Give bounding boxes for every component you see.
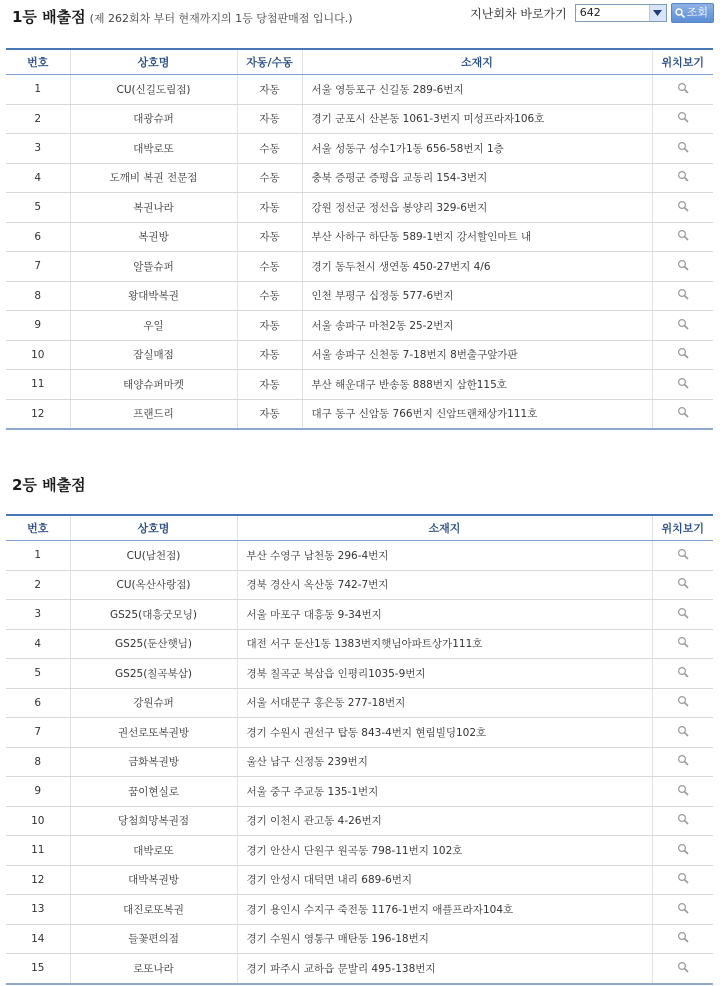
pick-type: 수동 [237, 252, 302, 282]
store-name: 프랜드리 [70, 399, 237, 429]
store-address: 인천 부평구 십정동 577-6번지 [302, 281, 652, 311]
row-number: 7 [6, 718, 70, 748]
store-name: 우일 [70, 311, 237, 341]
store-address: 경기 안산시 단원구 원곡동 798-11번지 102호 [237, 836, 652, 866]
store-address: 서울 송파구 신천동 7-18번지 8번출구앞가판 [302, 340, 652, 370]
store-name: 꿈이현실로 [70, 777, 237, 807]
store-name: 도깨비 복권 전문점 [70, 163, 237, 193]
magnifier-icon[interactable] [677, 843, 689, 855]
magnifier-icon[interactable] [677, 406, 689, 418]
magnifier-icon[interactable] [677, 200, 689, 212]
store-name: 들꽃편의점 [70, 924, 237, 954]
store-name: 복권나라 [70, 193, 237, 223]
row-number: 11 [6, 370, 70, 400]
magnifier-icon[interactable] [677, 548, 689, 560]
table-row [6, 399, 713, 429]
store-address: 충북 증평군 증평읍 교동리 154-3번지 [302, 163, 652, 193]
search-button[interactable] [671, 3, 714, 23]
col-header-address: 소재지 [302, 49, 652, 75]
row-number: 9 [6, 777, 70, 807]
table-row [6, 541, 713, 571]
row-number: 1 [6, 75, 70, 105]
table-row [6, 924, 713, 954]
store-name: 금화복권방 [70, 747, 237, 777]
store-address: 경기 용인시 수지구 죽전동 1176-1번지 애플프라자104호 [237, 895, 652, 925]
magnifier-icon[interactable] [677, 636, 689, 648]
col-header-map: 위치보기 [652, 49, 713, 75]
store-address: 대전 서구 둔산1동 1383번지햇님아파트상가111호 [237, 629, 652, 659]
pick-type: 자동 [237, 370, 302, 400]
magnifier-icon[interactable] [677, 695, 689, 707]
store-name: 알뜰슈퍼 [70, 252, 237, 282]
row-number: 8 [6, 747, 70, 777]
chevron-down-icon[interactable] [649, 5, 666, 21]
map-view-cell [652, 570, 713, 600]
table-row [6, 895, 713, 925]
magnifier-icon[interactable] [677, 872, 689, 884]
magnifier-icon[interactable] [677, 784, 689, 796]
table-row [6, 836, 713, 866]
store-address: 부산 사하구 하단동 589-1번지 강서할인마트 내 [302, 222, 652, 252]
table-row [6, 163, 713, 193]
table-row [6, 865, 713, 895]
pick-type: 자동 [237, 222, 302, 252]
table-row [6, 718, 713, 748]
pick-type: 수동 [237, 134, 302, 164]
store-name: 권선로또복권방 [70, 718, 237, 748]
magnifier-icon[interactable] [677, 141, 689, 153]
magnifier-icon[interactable] [677, 754, 689, 766]
table-row [6, 104, 713, 134]
magnifier-icon[interactable] [677, 961, 689, 973]
second-prize-table [6, 514, 713, 985]
table-row [6, 281, 713, 311]
table-header-row [6, 515, 713, 541]
store-name: 잠실매점 [70, 340, 237, 370]
pick-type: 자동 [237, 104, 302, 134]
magnifier-icon[interactable] [677, 725, 689, 737]
row-number: 3 [6, 600, 70, 630]
table-row [6, 193, 713, 223]
row-number: 5 [6, 193, 70, 223]
map-view-cell [652, 924, 713, 954]
store-address: 서울 마포구 대흥동 9-34번지 [237, 600, 652, 630]
magnifier-icon[interactable] [677, 347, 689, 359]
search-icon [675, 8, 685, 18]
store-name: 대박로또 [70, 134, 237, 164]
col-header-name: 상호명 [70, 515, 237, 541]
map-view-cell [652, 281, 713, 311]
map-view-cell [652, 718, 713, 748]
map-view-cell [652, 399, 713, 429]
second-prize-title: 2등 배출점 [12, 476, 86, 494]
magnifier-icon[interactable] [677, 666, 689, 678]
store-name: GS25(칠곡북삼) [70, 659, 237, 689]
row-number: 4 [6, 629, 70, 659]
table-row [6, 600, 713, 630]
pick-type: 자동 [237, 311, 302, 341]
pick-type: 자동 [237, 399, 302, 429]
row-number: 13 [6, 895, 70, 925]
store-address: 서울 성동구 성수1가1동 656-58번지 1층 [302, 134, 652, 164]
map-view-cell [652, 895, 713, 925]
map-view-cell [652, 777, 713, 807]
store-address: 대구 동구 신암동 766번지 신암뜨랜채상가111호 [302, 399, 652, 429]
table-row [6, 311, 713, 341]
row-number: 8 [6, 281, 70, 311]
store-address: 경기 안성시 대덕면 내리 689-6번지 [237, 865, 652, 895]
row-number: 9 [6, 311, 70, 341]
col-header-map: 위치보기 [652, 515, 713, 541]
store-address: 부산 해운대구 반송동 888번지 삼한115호 [302, 370, 652, 400]
row-number: 10 [6, 806, 70, 836]
store-name: 태양슈퍼마켓 [70, 370, 237, 400]
col-header-number: 번호 [6, 515, 70, 541]
magnifier-icon[interactable] [677, 813, 689, 825]
row-number: 2 [6, 570, 70, 600]
pick-type: 자동 [237, 193, 302, 223]
round-select[interactable] [575, 4, 667, 22]
row-number: 3 [6, 134, 70, 164]
map-view-cell [652, 659, 713, 689]
col-header-type: 자동/수동 [237, 49, 302, 75]
store-name: 로또나라 [70, 954, 237, 984]
store-address: 경기 수원시 권선구 탑동 843-4번지 현림빌딩102호 [237, 718, 652, 748]
first-prize-title [12, 6, 353, 27]
row-number: 14 [6, 924, 70, 954]
pick-type: 수동 [237, 163, 302, 193]
col-header-number: 번호 [6, 49, 70, 75]
table-header-row [6, 49, 713, 75]
table-row [6, 75, 713, 105]
magnifier-icon[interactable] [677, 931, 689, 943]
magnifier-icon[interactable] [677, 170, 689, 182]
table-row [6, 570, 713, 600]
store-address: 강원 정선군 정선읍 봉양리 329-6번지 [302, 193, 652, 223]
row-number: 11 [6, 836, 70, 866]
map-view-cell [652, 311, 713, 341]
table-row [6, 688, 713, 718]
table-row [6, 222, 713, 252]
store-address: 경북 칠곡군 북삼읍 인평리1035-9번지 [237, 659, 652, 689]
magnifier-icon[interactable] [677, 902, 689, 914]
store-address: 부산 수영구 남천동 296-4번지 [237, 541, 652, 571]
table-row [6, 659, 713, 689]
map-view-cell [652, 600, 713, 630]
pick-type: 수동 [237, 281, 302, 311]
magnifier-icon[interactable] [677, 288, 689, 300]
table-row [6, 777, 713, 807]
store-address: 경기 파주시 교하읍 문발리 495-138번지 [237, 954, 652, 984]
map-view-cell [652, 541, 713, 571]
magnifier-icon[interactable] [677, 577, 689, 589]
first-prize-table [6, 48, 713, 430]
table-row [6, 747, 713, 777]
map-view-cell [652, 193, 713, 223]
round-jump [470, 3, 714, 23]
store-address: 서울 송파구 마천2동 25-2번지 [302, 311, 652, 341]
store-name: 대박로또 [70, 836, 237, 866]
map-view-cell [652, 629, 713, 659]
store-name: CU(신길도림점) [70, 75, 237, 105]
map-view-cell [652, 688, 713, 718]
map-view-cell [652, 954, 713, 984]
col-header-address: 소재지 [237, 515, 652, 541]
map-view-cell [652, 806, 713, 836]
first-prize-subtitle: (제 262회차 부터 현재까지의 1등 당첨판매점 입니다.) [89, 12, 353, 25]
map-view-cell [652, 163, 713, 193]
store-address: 경기 수원시 영통구 매탄동 196-18번지 [237, 924, 652, 954]
top-bar [0, 0, 720, 30]
map-view-cell [652, 747, 713, 777]
table-row [6, 629, 713, 659]
pick-type: 자동 [237, 340, 302, 370]
store-name: GS25(둔산햇님) [70, 629, 237, 659]
row-number: 6 [6, 222, 70, 252]
magnifier-icon[interactable] [677, 259, 689, 271]
table-row [6, 340, 713, 370]
store-address: 경기 이천시 관고동 4-26번지 [237, 806, 652, 836]
first-prize-heading: 1등 배출점 [12, 8, 86, 26]
map-view-cell [652, 134, 713, 164]
row-number: 2 [6, 104, 70, 134]
store-address: 울산 남구 신정동 239번지 [237, 747, 652, 777]
magnifier-icon[interactable] [677, 111, 689, 123]
round-jump-label: 지난회차 바로가기 [470, 6, 567, 21]
round-select-value: 642 [579, 6, 601, 19]
store-address: 서울 영등포구 신길동 289-6번지 [302, 75, 652, 105]
store-name: CU(남천점) [70, 541, 237, 571]
magnifier-icon[interactable] [677, 318, 689, 330]
store-address: 경기 동두천시 생연동 450-27번지 4/6 [302, 252, 652, 282]
table-row [6, 134, 713, 164]
row-number: 12 [6, 865, 70, 895]
row-number: 15 [6, 954, 70, 984]
map-view-cell [652, 836, 713, 866]
search-button-label: 조회 [686, 6, 708, 19]
store-name: 대광슈퍼 [70, 104, 237, 134]
store-address: 서울 중구 주교동 135-1번지 [237, 777, 652, 807]
pick-type: 자동 [237, 75, 302, 105]
store-address: 서울 서대문구 홍은동 277-18번지 [237, 688, 652, 718]
map-view-cell [652, 370, 713, 400]
map-view-cell [652, 75, 713, 105]
table-row [6, 954, 713, 984]
map-view-cell [652, 252, 713, 282]
magnifier-icon[interactable] [677, 377, 689, 389]
table-row [6, 806, 713, 836]
row-number: 7 [6, 252, 70, 282]
store-name: 왕대박복권 [70, 281, 237, 311]
map-view-cell [652, 865, 713, 895]
store-name: CU(옥산사랑점) [70, 570, 237, 600]
magnifier-icon[interactable] [677, 607, 689, 619]
store-name: GS25(대흥굿모닝) [70, 600, 237, 630]
table-row [6, 370, 713, 400]
store-name: 복권방 [70, 222, 237, 252]
store-name: 강원슈퍼 [70, 688, 237, 718]
row-number: 6 [6, 688, 70, 718]
store-address: 경북 경산시 옥산동 742-7번지 [237, 570, 652, 600]
row-number: 10 [6, 340, 70, 370]
store-name: 대진로또복권 [70, 895, 237, 925]
store-address: 경기 군포시 산본동 1061-3번지 미성프라자106호 [302, 104, 652, 134]
map-view-cell [652, 104, 713, 134]
row-number: 1 [6, 541, 70, 571]
magnifier-icon[interactable] [677, 82, 689, 94]
row-number: 4 [6, 163, 70, 193]
magnifier-icon[interactable] [677, 229, 689, 241]
row-number: 5 [6, 659, 70, 689]
map-view-cell [652, 222, 713, 252]
store-name: 당첨희망복권점 [70, 806, 237, 836]
store-name: 대박복권방 [70, 865, 237, 895]
table-row [6, 252, 713, 282]
row-number: 12 [6, 399, 70, 429]
col-header-name: 상호명 [70, 49, 237, 75]
map-view-cell [652, 340, 713, 370]
